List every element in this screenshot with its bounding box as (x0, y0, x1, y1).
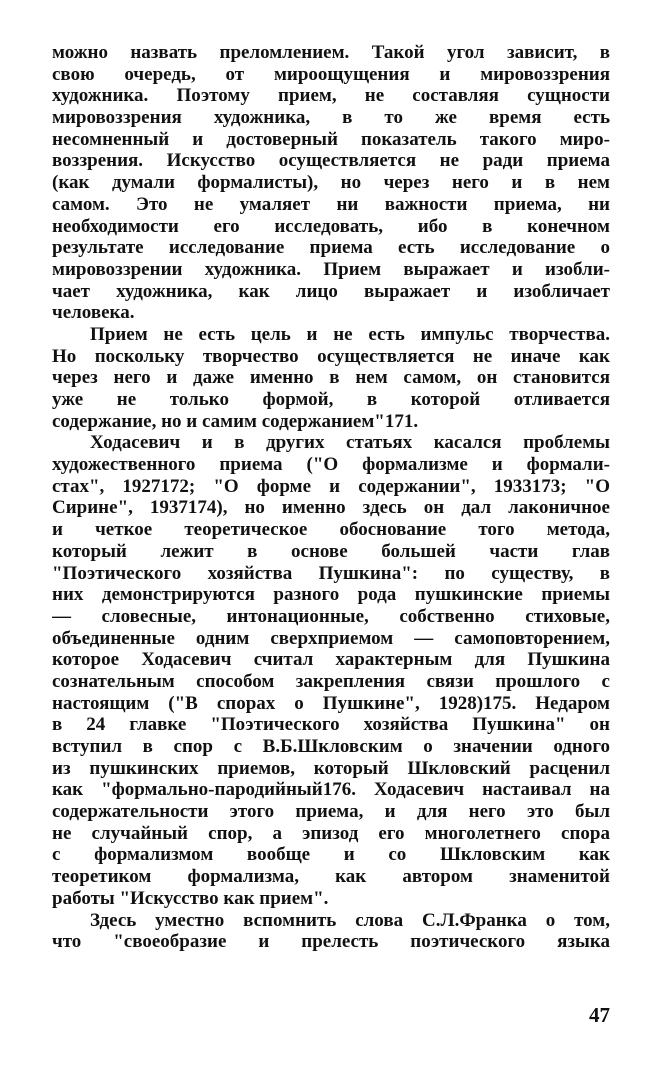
text-line: — словесные, интонационные, собственно стиховые, (52, 605, 610, 627)
text-line: (как думали формалисты), но через него и в нем (52, 172, 610, 194)
page-number: 47 (589, 1003, 610, 1027)
text-line: содержательности этого приема, и для него это был (52, 801, 610, 823)
text-line: сознательным способом закрепления связи прошлого с (52, 670, 610, 692)
text-line: в 24 главке "Поэтического хозяйства Пушкина" он (52, 714, 610, 736)
text-line: можно назвать преломлением. Такой угол зависит, в (52, 42, 610, 63)
text-line: как "формально-пародийный176. Ходасевич настаивал на (52, 779, 610, 801)
paragraph-first-line: Ходасевич и в других статьях касался проблемы (90, 432, 610, 454)
text-line: что "своеобразие и прелесть поэтического языка (52, 931, 610, 953)
text-line: свою очередь, от мироощущения и мировоззрения (52, 63, 610, 85)
paragraph-first-line: Здесь уместно вспомнить слова С.Л.Франка о том, (90, 909, 610, 931)
text-line: через него и даже именно в нем самом, он становится (52, 367, 610, 389)
text-line: мировоззрении художника. Прием выражает и изобли- (52, 258, 610, 280)
text-line: уже не только формой, в которой отливается (52, 389, 610, 410)
text-line: необходимости его исследовать, ибо в конечном (52, 215, 610, 237)
text-line: них демонстрируются разного рода пушкинские приемы (52, 584, 610, 606)
text-line: не случайный спор, а эпизод его многолетнего спора (52, 822, 610, 844)
text-line: содержание, но и самим содержанием"171. (52, 410, 419, 432)
text-line: вступил в спор с В.Б.Шкловским о значении одного (52, 736, 610, 757)
text-line: объединенные одним сверхприемом — самоповторением, (52, 627, 610, 649)
text-line: теоретиком формализма, как автором знаменитой (52, 866, 610, 888)
text-line: художественного приема ("О формализме и формали- (52, 454, 610, 476)
text-line: мировоззрения художника, в то же время есть (52, 107, 610, 129)
text-line: самом. Это не умаляет ни важности приема, ни (52, 193, 610, 215)
text-line: "Поэтического хозяйства Пушкина": по существу, в (52, 562, 610, 584)
text-line: художника. Поэтому прием, не составляя сущности (52, 85, 610, 107)
text-line: работы "Искусство как прием". (52, 887, 329, 909)
text-line: воззрения. Искусство осуществляется не ради приема (52, 150, 610, 172)
paragraph-first-line: Прием не есть цель и не есть импульс творчества. (90, 323, 610, 345)
text-line: настоящим ("В спорах о Пушкине", 1928)175. Недаром (52, 692, 610, 714)
page-body (52, 42, 610, 953)
text-line: с формализмом вообще и со Шкловским как (52, 844, 610, 866)
text-line: человека. (52, 302, 135, 324)
text-line: которое Ходасевич считал характерным для Пушкина (52, 649, 610, 671)
text-line: Но поскольку творчество осуществляется не иначе как (52, 345, 610, 367)
text-line: который лежит в основе большей части глав (52, 540, 610, 562)
text-line: стах", 1927172; "О форме и содержании", 1933173; "О (52, 475, 610, 497)
text-line: чает художника, как лицо выражает и изобличает (52, 280, 610, 302)
text-line: из пушкинских приемов, который Шкловский расценил (52, 757, 610, 779)
text-line: Сирине", 1937174), но именно здесь он дал лаконичное (52, 497, 610, 519)
text-line: и четкое теоретическое обоснование того метода, (52, 519, 610, 541)
text-line: результате исследование приема есть исследование о (52, 237, 610, 259)
text-line: несомненный и достоверный показатель такого миро- (52, 128, 610, 150)
